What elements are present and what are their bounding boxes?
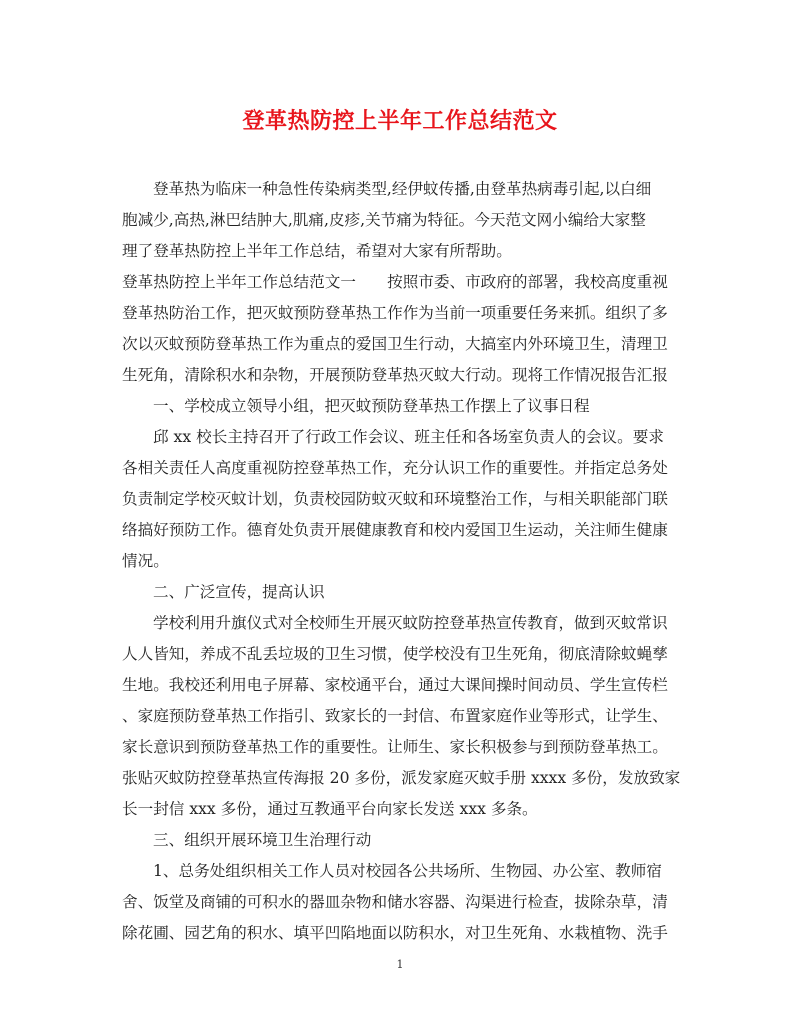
text-line: 理了登革热防控上半年工作总结，希望对大家有所帮助。 <box>122 242 512 260</box>
text-line: 登革热为临床一种急性传染病类型,经伊蚊传播,由登革热病毒引起,以白细 <box>153 180 652 198</box>
section-heading: 二、广泛宣传，提高认识 <box>153 583 325 601</box>
text-line: 情况。 <box>122 552 169 570</box>
text-line: 、家庭预防登革热工作指引、致家长的一封信、布置家庭作业等形式，让学生、 <box>122 707 668 725</box>
text-line: 1、总务处组织相关工作人员对校园各公共场所、生物园、办公室、教师宿 <box>153 862 662 880</box>
text-line: 家长意识到预防登革热工作的重要性。让师生、家长积极参与到预防登革热工。 <box>122 738 668 756</box>
text-line: 学校利用升旗仪式对全校师生开展灭蚊防控登革热宣传教育，做到灭蚊常识 <box>153 614 668 632</box>
text-line: 各相关责任人高度重视防控登革热工作，充分认识工作的重要性。并指定总务处 <box>122 459 668 477</box>
text-line: 舍、饭堂及商铺的可积水的器皿杂物和储水容器、沟渠进行检查，拔除杂草，清 <box>122 893 668 911</box>
document-body <box>122 174 682 949</box>
text-line: 胞减少,高热,淋巴结肿大,肌痛,皮疹,关节痛为特征。今天范文网小编给大家整 <box>122 211 646 229</box>
text-line: 除花圃、园艺角的积水、填平凹陷地面以防积水，对卫生死角、水栽植物、洗手 <box>122 924 668 942</box>
section-heading: 一、学校成立领导小组，把灭蚊预防登革热工作摆上了议事日程 <box>153 397 590 415</box>
text-line: 次以灭蚊预防登革热工作为重点的爱国卫生行动，大搞室内外环境卫生，清理卫 <box>122 335 668 353</box>
text-line: 人人皆知，养成不乱丢垃圾的卫生习惯，使学校没有卫生死角，彻底清除蚊蝇孳 <box>122 645 668 663</box>
text-line: 张贴灭蚊防控登革热宣传海报 20 多份，派发家庭灭蚊手册 xxxx 多份，发放致家 <box>122 769 681 787</box>
text-line: 负责制定学校灭蚊计划，负责校园防蚊灭蚊和环境整治工作，与相关职能部门联 <box>122 490 668 508</box>
text-line: 登革热防控上半年工作总结范文一 按照市委、市政府的部署，我校高度重视 <box>122 273 668 291</box>
text-line: 邱 xx 校长主持召开了行政工作会议、班主任和各场室负责人的会议。要求 <box>153 428 664 446</box>
section-heading: 三、组织开展环境卫生治理行动 <box>153 831 372 849</box>
text-line: 生死角，清除积水和杂物，开展预防登革热灭蚊大行动。现将工作情况报告汇报 <box>122 366 668 384</box>
document-title: 登革热防控上半年工作总结范文 <box>242 109 558 134</box>
text-line: 生地。我校还利用电子屏幕、家校通平台，通过大课间操时间动员、学生宣传栏 <box>122 676 668 694</box>
text-line: 登革热防治工作，把灭蚊预防登革热工作作为当前一项重要任务来抓。组织了多 <box>122 304 668 322</box>
page-number: 1 <box>396 958 404 971</box>
text-line: 长一封信 xxx 多份，通过互教通平台向家长发送 xxx 多条。 <box>122 800 538 818</box>
text-line: 络搞好预防工作。德育处负责开展健康教育和校内爱国卫生运动，关注师生健康 <box>122 521 668 539</box>
